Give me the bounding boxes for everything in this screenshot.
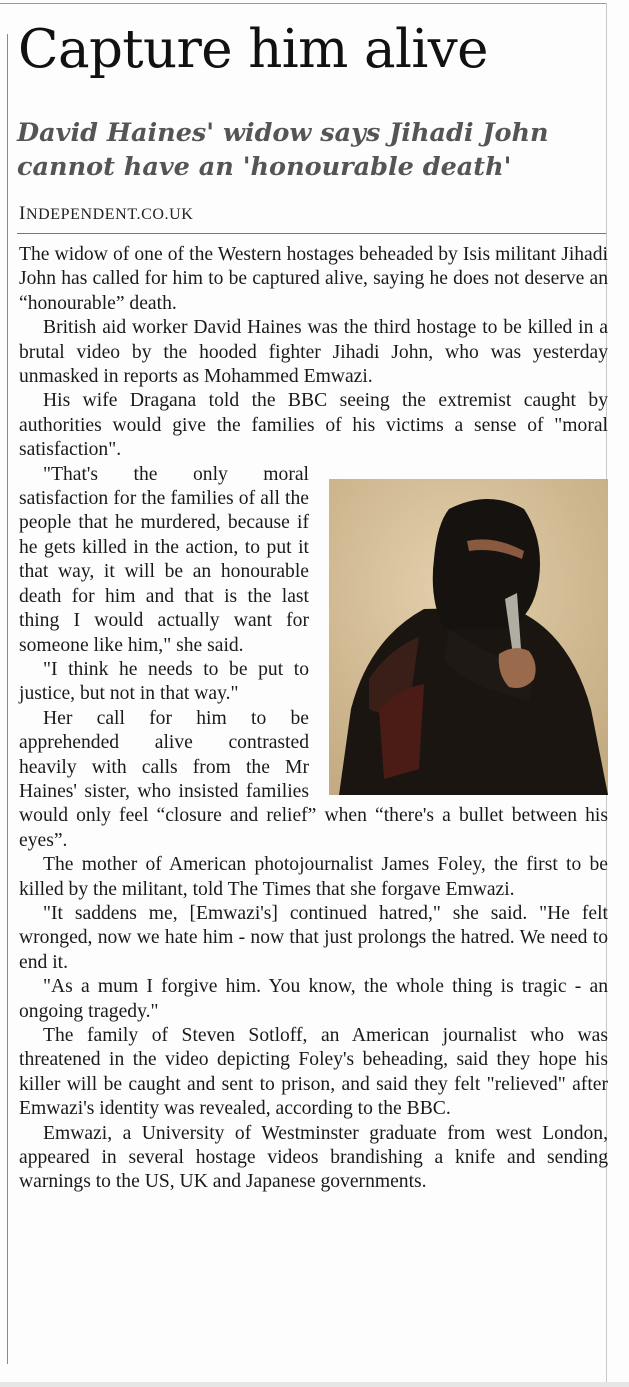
hooded-militant-image [329,479,608,795]
paragraph-1: The widow of one of the Western hostages beheaded by Isis militant Jihadi John has called for him to be captured alive, saying he does not deserve an “honourable” death. [19,244,608,314]
paragraph-2: British aid worker David Haines was the third hostage to be killed in a brutal video by the hooded fighter Jihadi John, who was yesterday unmasked in reports as Mohammed Emwazi. [19,317,608,388]
header-divider [17,233,606,234]
hood [433,499,540,629]
paragraph-5: "I think he needs to be put to justice, but not in that way." [19,658,309,705]
militant-photo [329,479,608,795]
paragraph-9: "As a mum I forgive him. You know, the whole thing is tragic - an ongoing tragedy." [19,976,608,1022]
article-body [19,243,608,1195]
paragraph-3: His wife Dragana told the BBC seeing the extremist caught by authorities would give the families of his victims a sense of "moral satisfaction". [19,390,608,461]
column-left-rule [7,34,8,1364]
source-initial: I [19,203,26,224]
paragraph-10: The family of Steven Sotloff, an American journalist who was threatened in the video depicting Foley's beheading, said they hope his killer will be caught and sent to prison, and said they felt "relieved" after Emwazi's identity was revealed, according to the BBC. [19,1025,608,1120]
paragraph-7: The mother of American photojournalist James Foley, the first to be killed by the militant, told The Times that she forgave Emwazi. [19,854,608,900]
top-rule [0,3,606,4]
standfirst: David Haines' widow says Jihadi John cannot have an 'honourable death' [17,118,549,182]
paragraph-6: Her call for him to be apprehended alive contrasted heavily with calls from the Mr Haines' sister, who insisted families would only feel “closure and relief” when “there's a bullet between his eyes”. [19,707,608,851]
bottom-edge [0,1382,629,1387]
source-credit [19,203,193,225]
paragraph-11: Emwazi, a University of Westminster graduate from west London, appeared in several hostage videos brandishing a knife and sending warnings to the US, UK and Japanese governments. [19,1122,608,1193]
paragraph-8: "It saddens me, [Emwazi's] continued hatred," she said. "He felt wronged, now we hate him - now that just prolongs the hatred. We need to end it. [19,902,608,973]
headline: Capture him alive [18,19,488,80]
source-rest: NDEPENDENT.CO.UK [25,206,194,223]
paragraph-4: "That's the only moral satisfaction for the families of all the people that he murdered, because if he gets killed in the action, to put it that way, it will be an honourable death for him and that is the last thing I would actually want for someone like him," she said. [19,463,309,656]
